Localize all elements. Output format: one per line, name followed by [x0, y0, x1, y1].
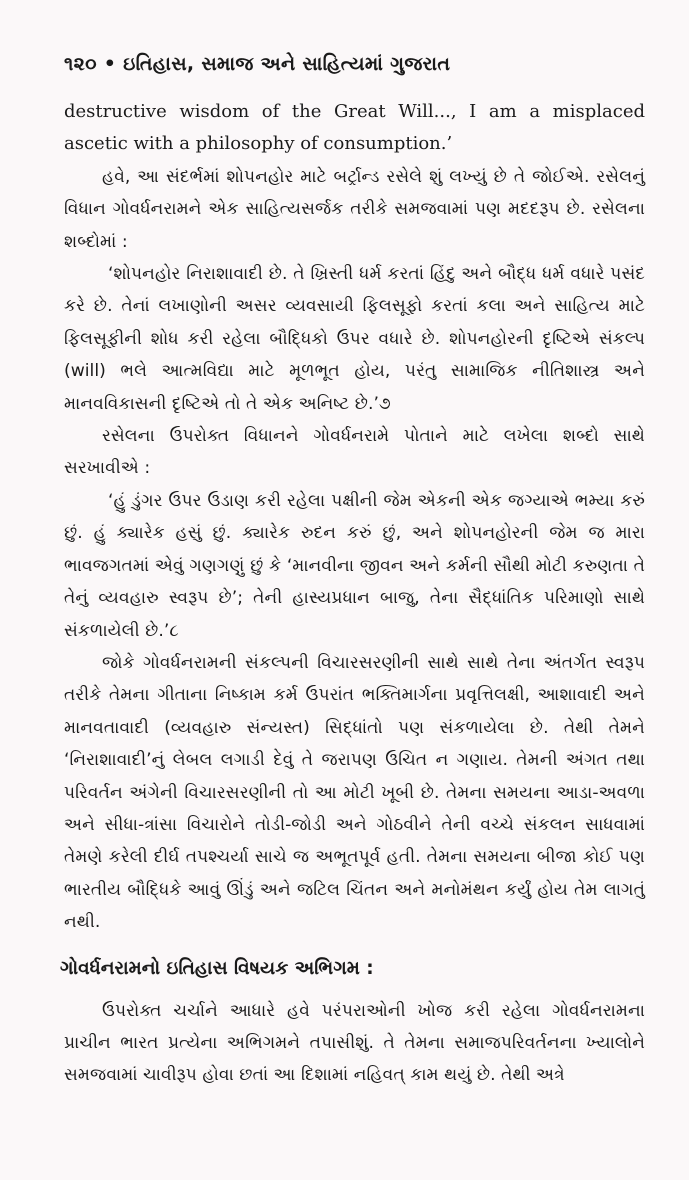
paragraph-russell-intro: હવે, આ સંદર્ભમાં શોપનહોર માટે બર્ટ્રાન્ડ રસેલે શું લખ્યું છે તે જોઈએ. રસેલનું વિધાન ગોવર્ધનરામને એક સાહિત્યસર્જક તરીકે સમજવામાં પણ મદદરૂપ છે. રસેલના શબ્દોમાં :	[64, 166, 645, 252]
paragraph-compare: રસેલના ઉપરોક્ત વિધાનને ગોવર્ધનરામે પોતાને માટે લખેલા શબ્દો સાથે સરખાવીએ :	[64, 426, 645, 479]
section-heading: ગોવર્ધનરામનો ઇતિહાસ વિષયક અભિગમ :	[60, 957, 374, 979]
paragraph-history-approach: ઉપરોક્ત ચર્ચાને આધારે હવે પરંપરાઓની ખોજ કરી રહેલા ગોવર્ધનરામના પ્રાચીન ભારત પ્રત્યેના અભિગમને તપાસીશું. તે તેમના સમાજપરિવર્તનના ખ્યાલોને સમજવામાં ચાવીરૂપ હોવા છતાં આ દિશામાં નહિવત્ કામ થયું છે. તેથી અત્રે	[64, 1000, 645, 1086]
paragraph-english-quote-end: destructive wisdom of the Great Will..., I am a misplaced ascetic with a philosophy of consumption.’	[64, 101, 645, 155]
paragraph-analysis: જોકે ગોવર્ધનરામની સંકલ્પની વિચારસરણીની સાથે સાથે તેના અંતર્ગત સ્વરૂપ તરીકે તેમના ગીતાના નિષ્કામ કર્મ ઉપરાંત ભક્તિમાર્ગના પ્રવૃત્તિલક્ષી, આશાવાદી અને માનવતાવાદી (વ્યવહારુ સંન્યસ્ત) સિદ્ધાંતો પણ સંકળાયેલા છે. તેથી તેમને ‘નિરાશાવાદી’નું લેબલ લગાડી દેવું તે જરાપણ ઉચિત ન ગણાય. તેમની અંગત તથા પરિવર્તન અંગેની વિચારસરણીની તો આ મોટી ખૂબી છે. તેમના સમયના આડા-અવળા અને સીધા-ત્રાંસા વિચારોને તોડી-જોડી અને ગોઠવીને તેની વચ્ચે સંકલન સાધવામાં તેમણે કરેલી દીર્ઘ તપશ્ચર્યા સાચે જ અભૂતપૂર્વ હતી. તેમના સમયના બીજા કોઈ પણ ભારતીય બૌદ્ધિકે આવું ઊંડું અને જટિલ ચિંતન અને મનોમંથન કર્યું હોય તેમ લાગતું નથી.	[64, 652, 645, 933]
paragraph-russell-quote: ‘શોપનહોર નિરાશાવાદી છે. તે ખ્રિસ્તી ધર્મ કરતાં હિંદુ અને બૌદ્ધ ધર્મ વધારે પસંદ કરે છે. તેનાં લખાણોની અસર વ્યવસાયી ફિલસૂફો કરતાં કલા અને સાહિત્ય માટે ફિલસૂફીની શોધ કરી રહેલા બૌદ્ધિકો ઉપર વધારે છે. શોપનહોરની દૃષ્ટિએ સંકલ્પ (will) ભલે આત્મવિદ્યા માટે મૂળભૂત હોય, પરંતુ સામાજિક નીતિશાસ્ત્ર અને માનવવિકાસની દૃષ્ટિએ તો તે એક અનિષ્ટ છે.’૭	[64, 264, 645, 414]
running-head: ૧૨૦ • ઇતિહાસ, સમાજ અને સાહિત્યમાં ગુજરાત	[64, 53, 451, 75]
paragraph-govardhanram-quote: ‘હું ડુંગર ઉપર ઉડાણ કરી રહેલા પક્ષીની જેમ એકની એક જગ્યાએ ભમ્યા કરું છું. હું ક્યારેક હસું છું. ક્યારેક રુદન કરું છું, અને શોપનહોરની જેમ જ મારા ભાવજગતમાં એવું ગણગણું છું કે ‘માનવીના જીવન અને કર્મની સૌથી મોટી કરુણતા તે તેનું વ્યવહારુ સ્વરૂપ છે’; તેની હાસ્યપ્રધાન બાજુ, તેના સૈદ્ધાંતિક પરિમાણો સાથે સંકળાયેલી છે.’૮	[64, 490, 645, 641]
